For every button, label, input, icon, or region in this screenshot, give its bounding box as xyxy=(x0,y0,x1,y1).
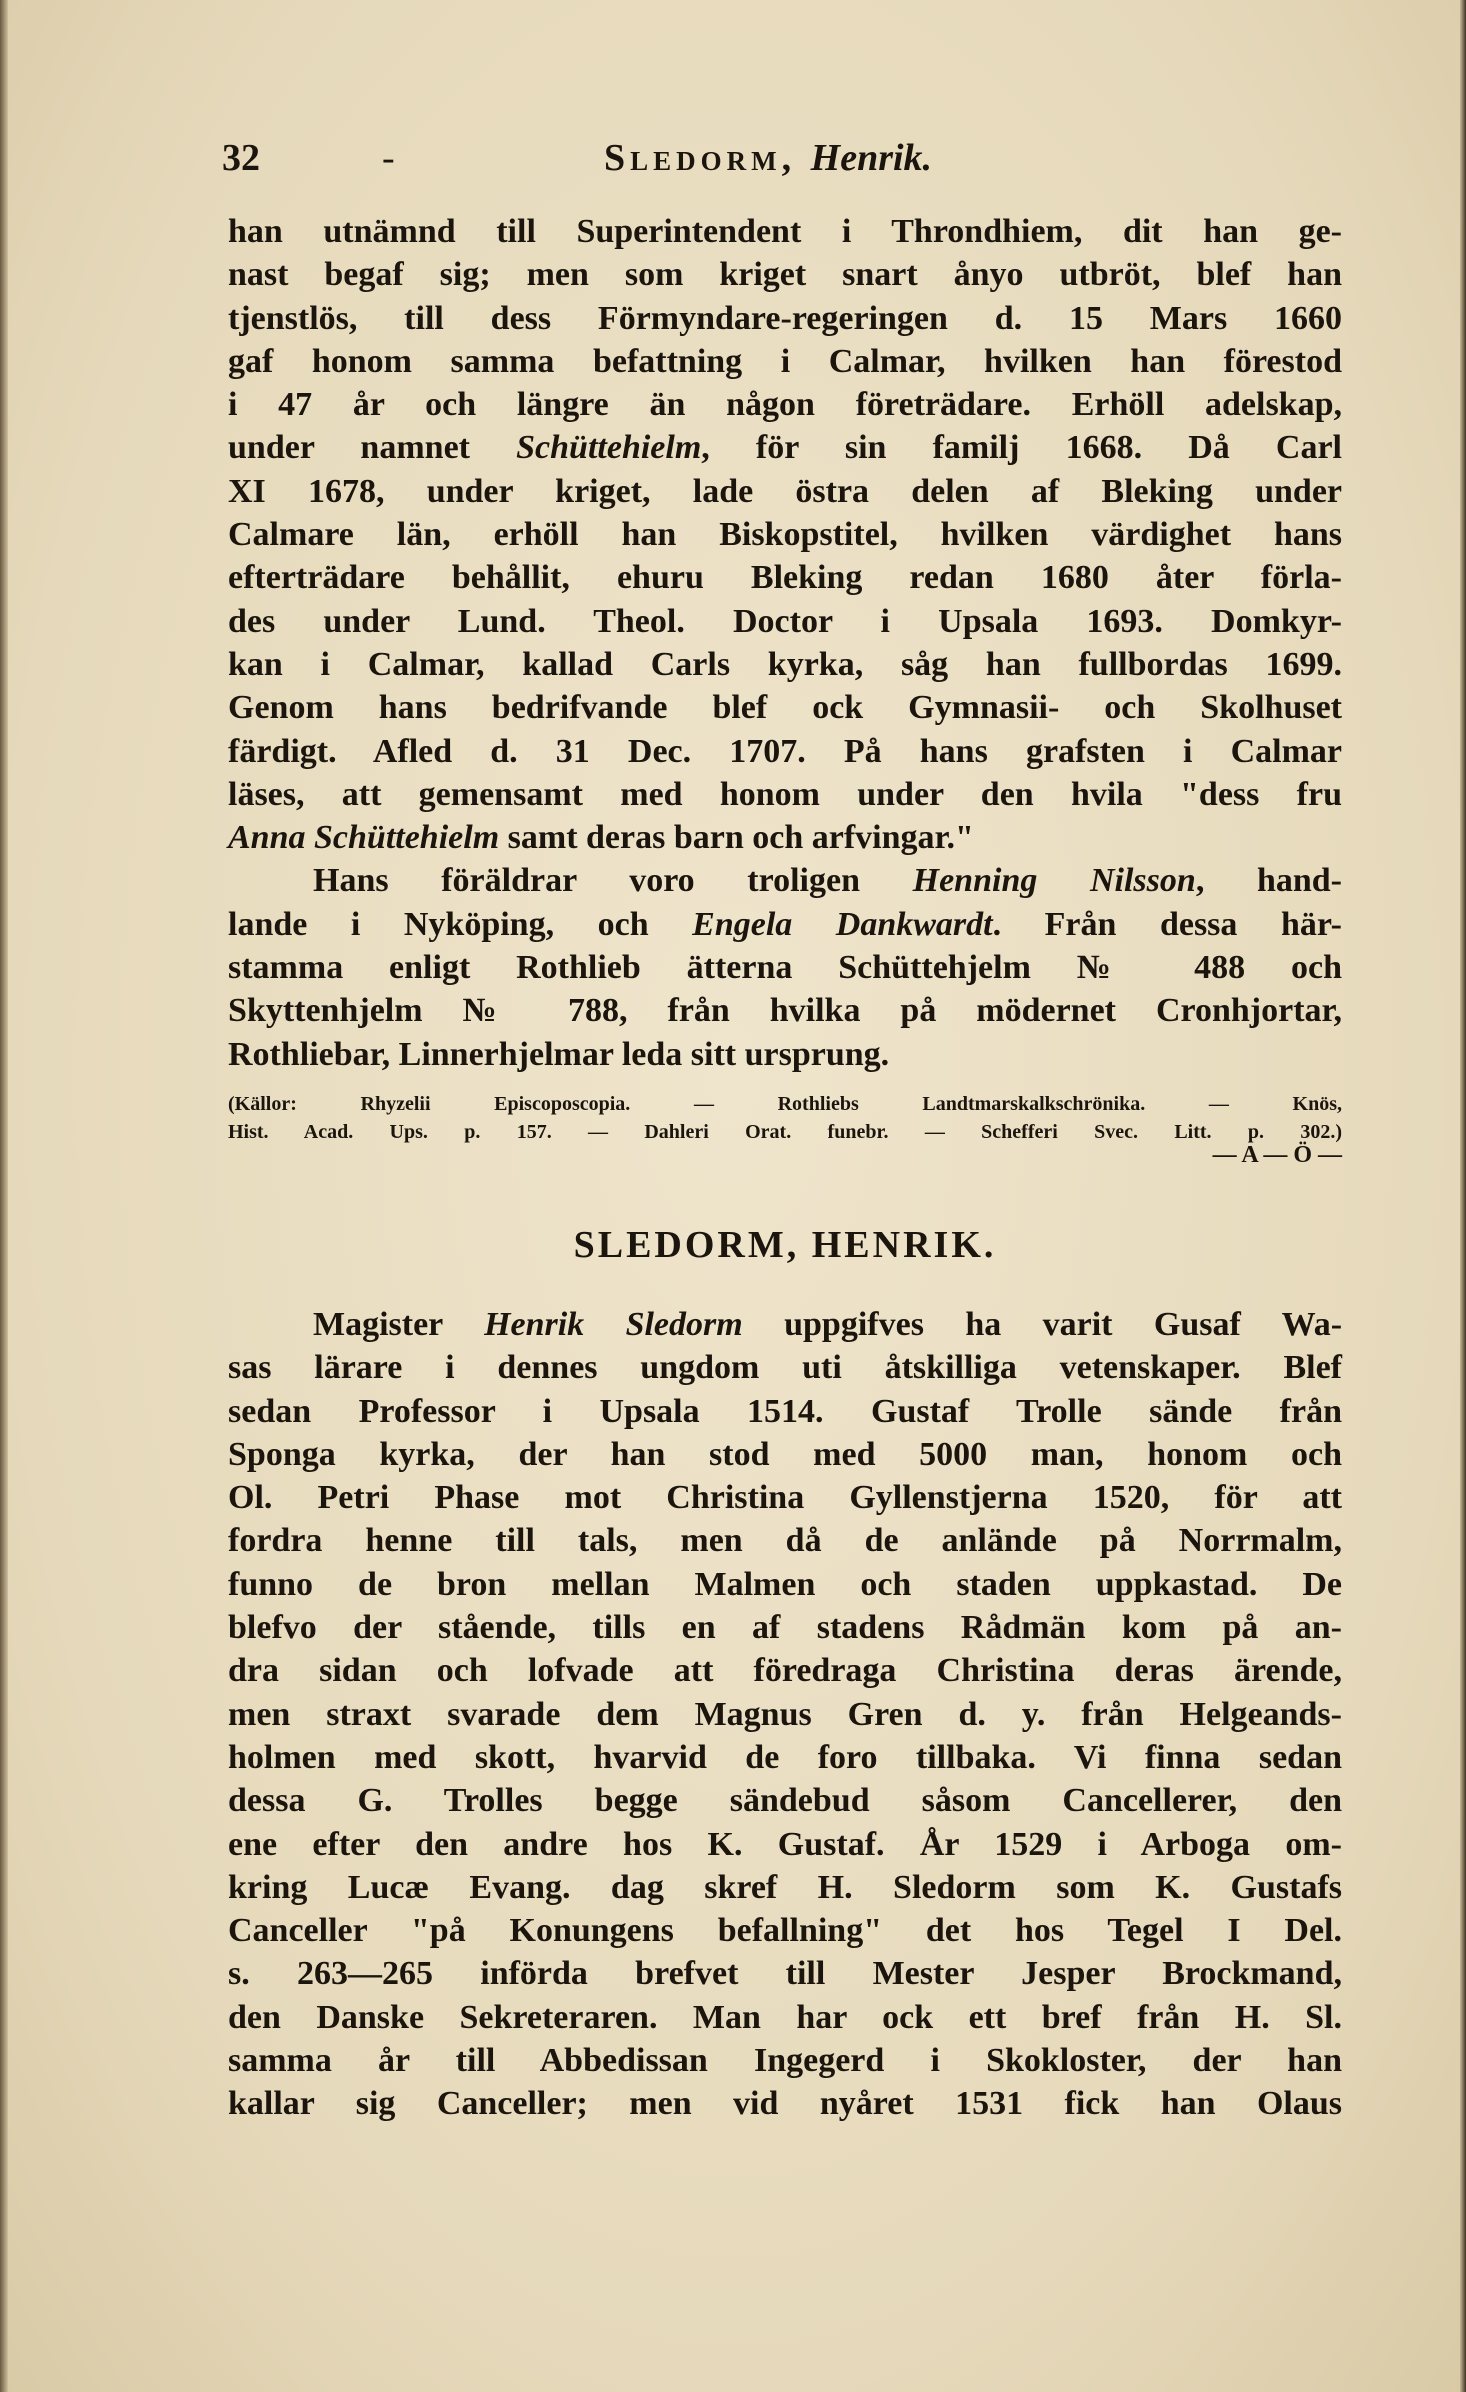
text-line: sedan Professor i Upsala 1514. Gustaf Trolle sände från xyxy=(228,1392,1342,1430)
text-line: Rothliebar, Linnerhjelmar leda sitt ursprung. xyxy=(228,1035,890,1073)
page-header xyxy=(222,136,1342,186)
text-line: dra sidan och lofvade att föredraga Christina deras ärende, xyxy=(228,1652,1342,1690)
text-run: , för sin familj 1668. Då Carl xyxy=(701,429,1343,467)
text-line: Skyttenhjelm № 788, från hvilka på mödernet Cronhjortar, xyxy=(228,992,1342,1030)
text-run: Magister xyxy=(313,1306,485,1343)
text-line: fordra henne till tals, men då de anlände på Norrmalm, xyxy=(228,1522,1342,1560)
text-line: Genom hans bedrifvande blef ock Gymnasii- och Skolhuset xyxy=(228,689,1342,727)
text-line: färdigt. Afled d. 31 Dec. 1707. På hans grafsten i Calmar xyxy=(228,732,1342,770)
person-name: Anna Schüttehielm xyxy=(228,819,500,857)
text-line: ene efter den andre hos K. Gustaf. År 1529 i Arboga om- xyxy=(228,1825,1342,1863)
text-line: i 47 år och längre än någon företrädare. Erhöll adelskap, xyxy=(228,386,1342,424)
text-line xyxy=(228,1303,1342,1346)
text-line: s. 263—265 införda brefvet till Mester Jesper Brockmand, xyxy=(228,1955,1342,1993)
paragraph xyxy=(228,210,1342,859)
text-line: holmen med skott, hvarvid de foro tillbaka. Vi finna sedan xyxy=(228,1738,1342,1776)
text-line: Canceller "på Konungens befallning" det hos Tegel I Del. xyxy=(228,1912,1342,1950)
text-line: sas lärare i dennes ungdom uti åtskilliga vetenskaper. Blef xyxy=(228,1349,1342,1387)
running-head xyxy=(604,136,932,180)
entry-heading: SLEDORM, HENRIK. xyxy=(573,1224,997,1266)
text-line xyxy=(228,903,1342,946)
entry-sledorm-text xyxy=(228,1303,1342,2126)
text-run: Hans föräldrar voro troligen xyxy=(313,862,913,900)
text-line: tjenstlös, till dess Förmyndare-regeringen d. 15 Mars 1660 xyxy=(228,299,1342,337)
text-line xyxy=(228,816,1342,859)
text-line: blefvo der stående, tills en af stadens Rådmän kom på an- xyxy=(228,1609,1342,1647)
person-name: Schüttehielm xyxy=(516,429,702,467)
text-run: , hand- xyxy=(1195,862,1342,900)
entry-schuttehielm-text xyxy=(228,210,1342,1076)
page-edge-left xyxy=(0,0,8,2392)
text-line: nast begaf sig; men som kriget snart ånyo utbröt, blef han xyxy=(228,256,1342,294)
sources-note xyxy=(228,1090,1342,1146)
running-head-surname: Sledorm, xyxy=(604,137,797,179)
text-line: des under Lund. Theol. Doctor i Upsala 1693. Domkyr- xyxy=(228,602,1342,640)
text-line: kan i Calmar, kallad Carls kyrka, såg han fullbordas 1699. xyxy=(228,645,1342,683)
page-number: 32 xyxy=(222,137,260,179)
text-line: samma år till Abbedissan Ingegerd i Skokloster, der han xyxy=(228,2042,1342,2080)
text-run: under namnet xyxy=(228,429,517,467)
text-line xyxy=(228,426,1342,469)
text-line: Sponga kyrka, der han stod med 5000 man, honom och xyxy=(228,1435,1342,1473)
page-edge-right xyxy=(1460,0,1466,2392)
text-line: läses, att gemensamt med honom under den hvila "dess fru xyxy=(228,775,1342,813)
text-line: gaf honom samma befattning i Calmar, hvilken han förestod xyxy=(228,342,1342,380)
sources-line: (Källor: Rhyzelii Episcoposcopia. — Rothliebs Landtmarskalkschrönika. — Knös, xyxy=(228,1093,1342,1115)
text-line: han utnämnd till Superintendent i Throndhiem, dit han ge- xyxy=(228,213,1342,250)
text-line: kallar sig Canceller; men vid nyåret 1531 fick han Olaus xyxy=(228,2085,1342,2123)
paragraph xyxy=(228,1303,1342,2126)
text-line xyxy=(228,859,1342,902)
text-line: stamma enligt Rothlieb ätterna Schüttehjelm № 488 och xyxy=(228,949,1342,987)
text-line: XI 1678, under kriget, lade östra delen af Bleking under xyxy=(228,472,1342,510)
text-line: Calmare län, erhöll han Biskopstitel, hvilken värdighet hans xyxy=(228,516,1342,554)
text-line: dessa G. Trolles begge sändebud såsom Cancellerer, den xyxy=(228,1782,1342,1820)
author-signature: — A — Ö — xyxy=(1212,1142,1342,1168)
text-line: den Danske Sekreteraren. Man har ock ett bref från H. Sl. xyxy=(228,1998,1342,2036)
header-dash: - xyxy=(382,137,395,179)
sources-line: Hist. Acad. Ups. p. 157. — Dahleri Orat. funebr. — Schefferi Svec. Litt. p. 302.) xyxy=(228,1121,1342,1143)
text-run: samt deras barn och arfvingar." xyxy=(499,819,974,857)
text-line: kring Lucæ Evang. dag skref H. Sledorm som K. Gustafs xyxy=(228,1868,1342,1906)
text-run: uppgifves ha varit Gusaf Wa- xyxy=(742,1306,1343,1343)
text-line: funno de bron mellan Malmen och staden uppkastad. De xyxy=(228,1565,1342,1603)
running-head-forename: Henrik. xyxy=(810,137,933,179)
person-name: Henning Nilsson xyxy=(912,862,1196,900)
text-run: lande i Nyköping, och xyxy=(228,905,693,943)
text-line: efterträdare behållit, ehuru Bleking redan 1680 åter förla- xyxy=(228,559,1342,597)
text-line: Ol. Petri Phase mot Christina Gyllenstjerna 1520, för att xyxy=(228,1479,1342,1517)
text-line: men straxt svarade dem Magnus Gren d. y. från Helgeands- xyxy=(228,1695,1342,1733)
text-run: . Från dessa här- xyxy=(992,905,1342,943)
person-name: Engela Dankwardt xyxy=(692,905,993,943)
person-name: Henrik Sledorm xyxy=(484,1306,743,1343)
paragraph xyxy=(228,859,1342,1075)
